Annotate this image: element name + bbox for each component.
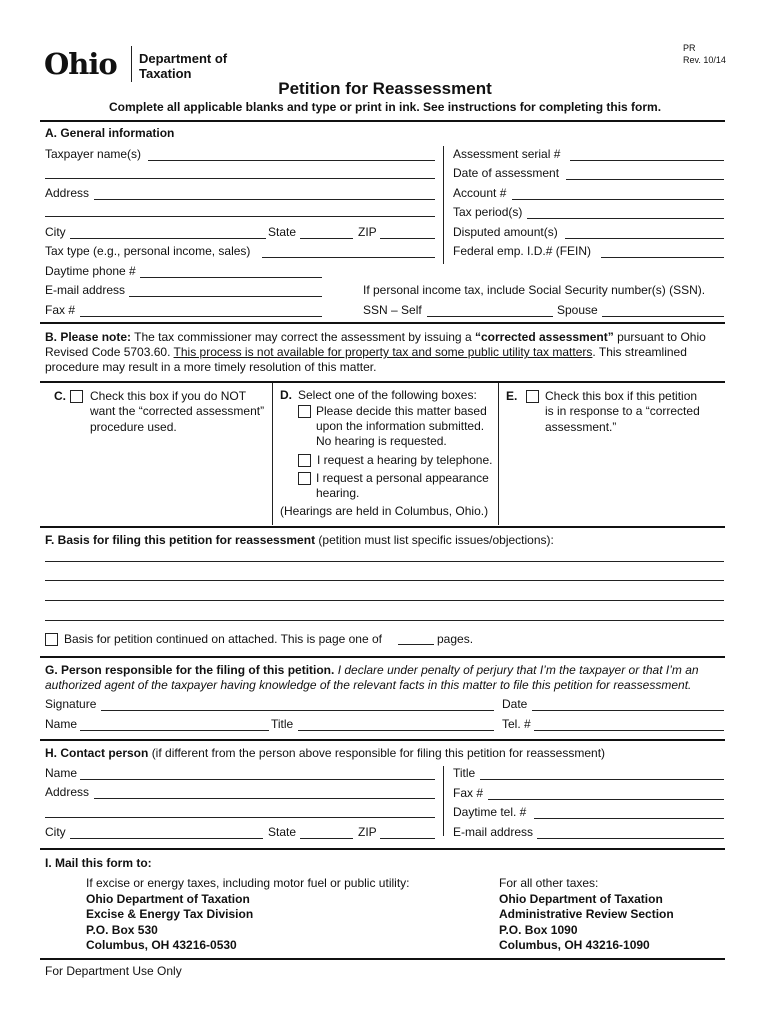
- ohio-logo: Ohio: [44, 47, 117, 81]
- assessment-serial-label: Assessment serial #: [453, 147, 561, 161]
- section-b-line2-start: Revised Code 5703.60.: [45, 345, 171, 359]
- disputed-amounts-field[interactable]: [565, 238, 724, 239]
- section-c-letter: C.: [54, 389, 66, 403]
- address-field[interactable]: [94, 199, 435, 200]
- divider: [40, 958, 725, 960]
- other-address-line: Ohio Department of Taxation: [499, 891, 663, 906]
- city-label: City: [45, 225, 66, 239]
- section-d-opt3-line2: hearing.: [316, 486, 360, 500]
- basis-line-1[interactable]: [45, 561, 724, 562]
- section-b-quoted: “corrected assessment”: [474, 330, 614, 344]
- section-b-line1: [45, 330, 706, 344]
- taxpayer-names-field[interactable]: [148, 160, 435, 161]
- signature-label: Signature: [45, 697, 97, 711]
- section-c-line2: want the “corrected assessment”: [90, 404, 265, 418]
- divider: [40, 739, 725, 741]
- divider: [40, 381, 725, 383]
- excise-address-line: Columbus, OH 43216-0530: [86, 938, 237, 952]
- excise-address-line: P.O. Box 530: [86, 922, 158, 937]
- contact-city-label: City: [45, 825, 66, 839]
- contact-name-label: Name: [45, 766, 78, 780]
- divider: [40, 848, 725, 850]
- contact-address-field[interactable]: [94, 798, 435, 799]
- department-use-only: For Department Use Only: [45, 964, 182, 978]
- column-divider: [443, 146, 444, 264]
- excise-address-line: Ohio Department of Taxation: [86, 891, 250, 906]
- taxpayer-names-field-2[interactable]: [45, 178, 435, 179]
- pages-label: pages.: [437, 632, 474, 646]
- contact-city-field[interactable]: [70, 838, 263, 839]
- ssn-self-label: SSN – Self: [363, 303, 422, 317]
- other-mailing-address: [499, 876, 674, 954]
- spouse-ssn-field[interactable]: [602, 316, 724, 317]
- address-field-2[interactable]: [45, 216, 435, 217]
- contact-email-label: E-mail address: [453, 825, 534, 839]
- instruction-line: Complete all applicable blanks and type or print in ink. See instructions for completing this form.: [108, 100, 662, 114]
- disputed-amounts-label: Disputed amount(s): [453, 225, 558, 239]
- state-label: State: [268, 225, 297, 239]
- section-g-heading: G. Person responsible for the filing of this petition.: [45, 663, 335, 677]
- section-h-heading: H. Contact person: [45, 746, 149, 760]
- contact-zip-field[interactable]: [380, 838, 435, 839]
- other-address-line: Columbus, OH 43216-1090: [499, 938, 650, 952]
- tax-periods-field[interactable]: [527, 218, 724, 219]
- title-label: Title: [271, 717, 294, 731]
- section-d-opt1-line3: No hearing is requested.: [316, 434, 447, 448]
- other-address-line: P.O. Box 1090: [499, 922, 578, 937]
- section-b-line3: procedure may result in a more timely resolution of this matter.: [45, 360, 377, 374]
- section-b-line2-end: . This streamlined: [592, 345, 687, 359]
- name-field[interactable]: [80, 730, 269, 731]
- contact-daytime-tel-label: Daytime tel. #: [453, 805, 527, 819]
- no-corrected-assessment-checkbox[interactable]: [70, 390, 83, 403]
- date-of-assessment-field[interactable]: [566, 179, 724, 180]
- form-code: PR: [683, 43, 696, 53]
- tel-field[interactable]: [534, 730, 724, 731]
- basis-continued-text: Basis for petition continued on attached. This is page one of: [64, 632, 382, 646]
- revision: Rev. 10/14: [683, 55, 726, 65]
- divider: [40, 526, 725, 528]
- ssn-note: If personal income tax, include Social Security number(s) (SSN).: [363, 283, 706, 297]
- email-field[interactable]: [129, 296, 322, 297]
- title-field[interactable]: [298, 730, 494, 731]
- contact-daytime-tel-field[interactable]: [534, 818, 724, 819]
- address-label: Address: [45, 186, 90, 200]
- section-g-line1: [45, 663, 699, 677]
- section-h-subheading: (if different from the person above responsible for filing this petition for reassessment): [151, 746, 606, 760]
- cde-divider-2: [498, 383, 499, 525]
- contact-email-field[interactable]: [537, 838, 724, 839]
- telephone-hearing-checkbox[interactable]: [298, 454, 311, 467]
- city-field[interactable]: [70, 238, 266, 239]
- divider: [40, 120, 725, 122]
- state-field[interactable]: [300, 238, 353, 239]
- daytime-phone-field[interactable]: [140, 277, 322, 278]
- zip-label: ZIP: [358, 225, 377, 239]
- contact-address-label: Address: [45, 785, 90, 799]
- section-e-line1: Check this box if this petition: [545, 389, 698, 403]
- tax-type-label: Tax type (e.g., personal income, sales): [45, 244, 251, 258]
- tax-periods-label: Tax period(s): [453, 205, 523, 219]
- decide-on-information-checkbox[interactable]: [298, 405, 311, 418]
- basis-line-4[interactable]: [45, 620, 724, 621]
- section-e-line2: is in response to a “corrected: [545, 404, 700, 418]
- section-b-lead: B. Please note:: [45, 330, 132, 344]
- contact-fax-field[interactable]: [488, 799, 724, 800]
- section-h-heading-row: [45, 746, 605, 760]
- total-pages-field[interactable]: [398, 644, 434, 645]
- section-g-declaration2: authorized agent of the taxpayer having knowledge of the relevant facts in this matter to file this petition for reassessment.: [45, 678, 692, 692]
- dept-line1: Department of: [139, 51, 228, 66]
- basis-line-3[interactable]: [45, 600, 724, 601]
- section-d-note: (Hearings are held in Columbus, Ohio.): [280, 504, 489, 518]
- section-d-letter: D.: [280, 388, 292, 402]
- dept-line2: Taxation: [139, 66, 192, 81]
- divider: [40, 322, 725, 324]
- section-d-opt1-line1: Please decide this matter based: [316, 404, 487, 418]
- name-label: Name: [45, 717, 78, 731]
- h-column-divider: [443, 766, 444, 836]
- section-c-line3: procedure used.: [90, 420, 177, 434]
- zip-field[interactable]: [380, 238, 435, 239]
- section-e-line3: assessment.”: [545, 420, 617, 434]
- assessment-serial-field[interactable]: [570, 160, 724, 161]
- account-label: Account #: [453, 186, 507, 200]
- contact-title-label: Title: [453, 766, 476, 780]
- section-b-line2: [45, 345, 687, 359]
- section-b-line2-underlined: This process is not available for property tax and some public utility tax matters: [173, 345, 593, 359]
- daytime-phone-label: Daytime phone #: [45, 264, 136, 278]
- fax-field[interactable]: [80, 316, 322, 317]
- divider: [40, 656, 725, 658]
- date-label: Date: [502, 697, 528, 711]
- section-a-heading: A. General information: [45, 126, 175, 140]
- section-d-intro: Select one of the following boxes:: [298, 388, 477, 402]
- section-f-heading-row: [45, 533, 554, 547]
- section-e-letter: E.: [506, 389, 518, 403]
- fein-field[interactable]: [601, 257, 724, 258]
- excise-intro: If excise or energy taxes, including motor fuel or public utility:: [86, 876, 410, 890]
- fax-label: Fax #: [45, 303, 76, 317]
- fein-label: Federal emp. I.D.# (FEIN): [453, 244, 592, 258]
- taxpayer-names-label: Taxpayer name(s): [45, 147, 142, 161]
- date-field[interactable]: [532, 710, 724, 711]
- section-b-text2: pursuant to Ohio: [617, 330, 706, 344]
- email-label: E-mail address: [45, 283, 126, 297]
- tax-type-field[interactable]: [262, 257, 435, 258]
- excise-address-line: Excise & Energy Tax Division: [86, 907, 254, 921]
- date-of-assessment-label: Date of assessment: [453, 166, 560, 180]
- basis-line-2[interactable]: [45, 580, 724, 581]
- contact-fax-label: Fax #: [453, 786, 484, 800]
- personal-appearance-hearing-checkbox[interactable]: [298, 472, 311, 485]
- section-c-line1: Check this box if you do NOT: [90, 389, 247, 403]
- other-intro: For all other taxes:: [499, 876, 599, 890]
- section-g-declaration1: I declare under penalty of perjury that I’m the taxpayer or that I’m an: [337, 663, 699, 677]
- contact-address-field-2[interactable]: [45, 817, 435, 818]
- signature-field[interactable]: [101, 710, 494, 711]
- section-d-opt1-line2: upon the information submitted.: [316, 419, 485, 433]
- page-title: Petition for Reassessment: [278, 79, 492, 98]
- section-b-text1: The tax commissioner may correct the assessment by issuing a: [134, 330, 472, 344]
- contact-zip-label: ZIP: [358, 825, 377, 839]
- spouse-label: Spouse: [557, 303, 598, 317]
- section-f-heading: F. Basis for filing this petition for reassessment: [45, 533, 316, 547]
- corrected-assessment-response-checkbox[interactable]: [526, 390, 539, 403]
- contact-name-field[interactable]: [80, 779, 435, 780]
- excise-mailing-address: [86, 876, 409, 954]
- ssn-self-field[interactable]: [427, 316, 553, 317]
- section-d-opt3-line1: I request a personal appearance: [316, 471, 489, 485]
- account-field[interactable]: [512, 199, 724, 200]
- basis-continued-checkbox[interactable]: [45, 633, 58, 646]
- section-f-subheading: (petition must list specific issues/objections):: [318, 533, 554, 547]
- logo-divider: [131, 46, 132, 82]
- tel-label: Tel. #: [502, 717, 531, 731]
- other-address-line: Administrative Review Section: [499, 907, 674, 921]
- contact-state-label: State: [268, 825, 297, 839]
- section-i-heading: I. Mail this form to:: [45, 856, 152, 870]
- contact-state-field[interactable]: [300, 838, 353, 839]
- cde-divider-1: [272, 383, 273, 525]
- contact-title-field[interactable]: [480, 779, 724, 780]
- section-d-opt2: I request a hearing by telephone.: [317, 453, 493, 467]
